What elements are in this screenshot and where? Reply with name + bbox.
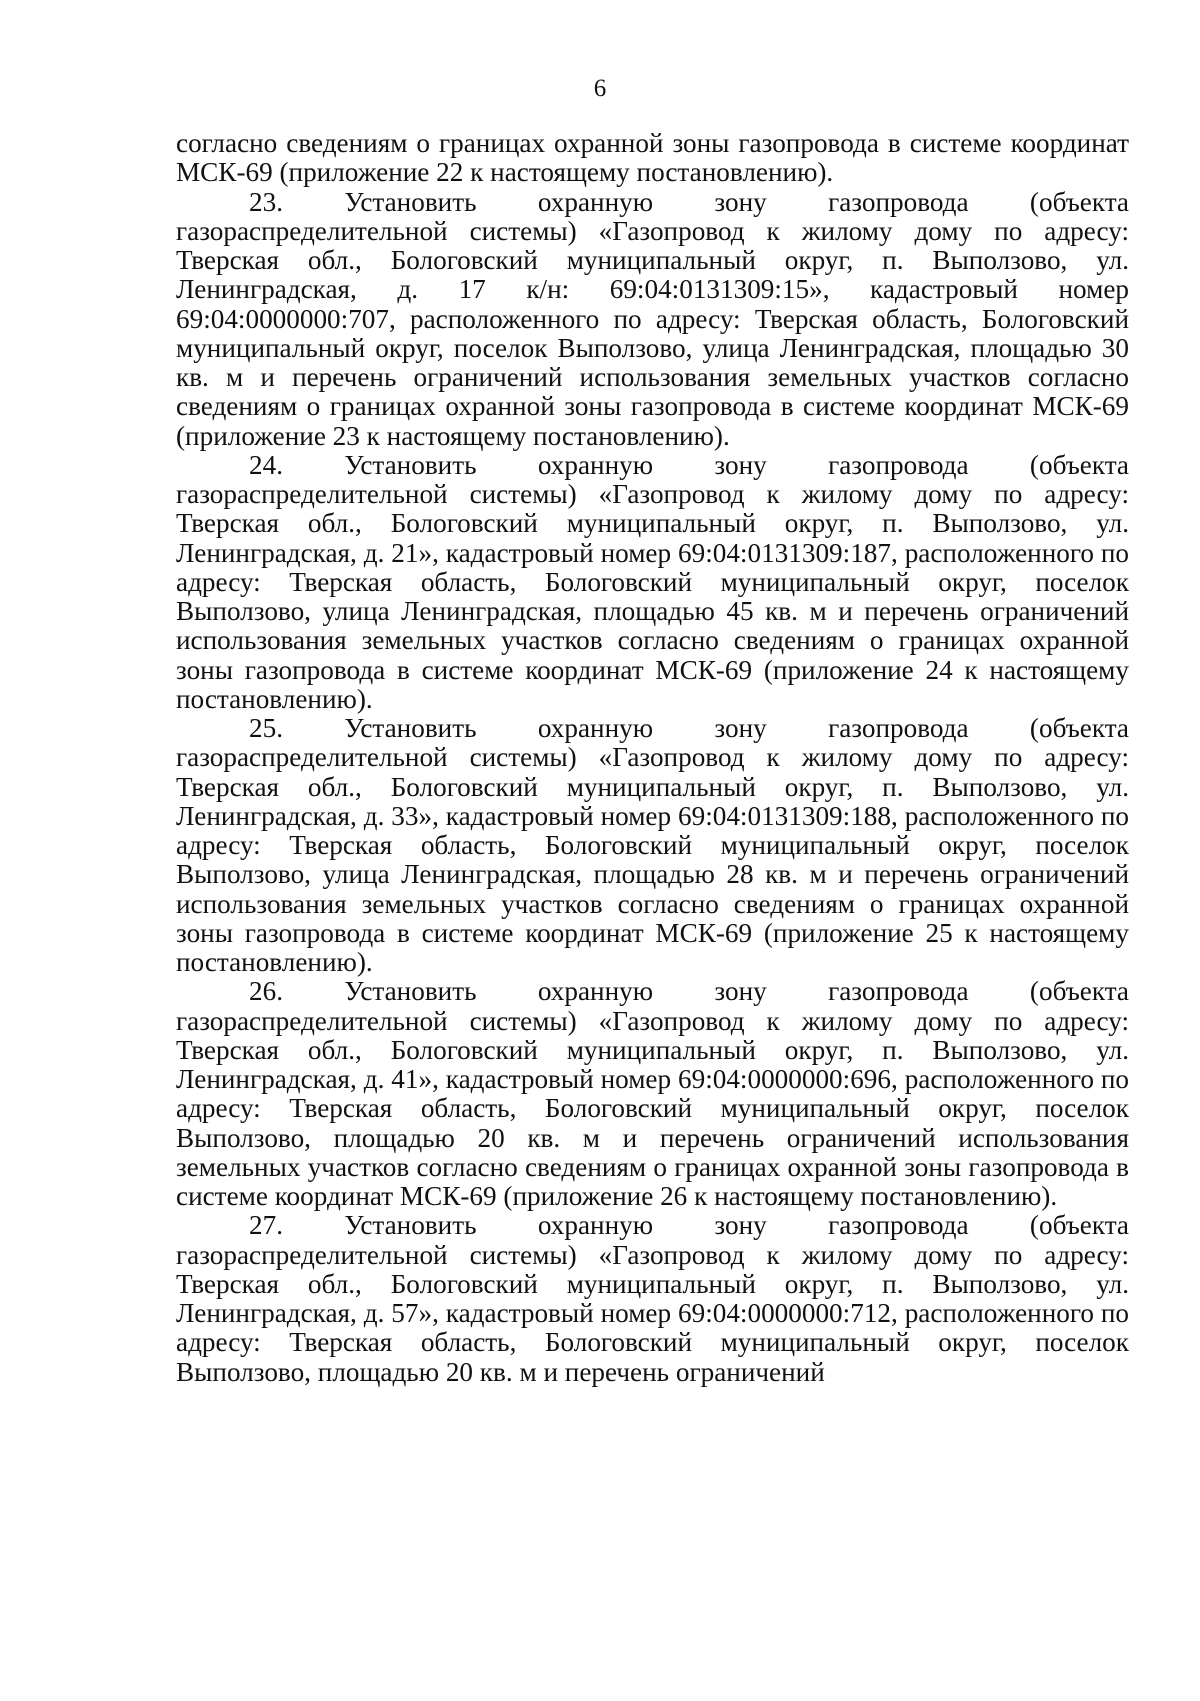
paragraph-continuation: согласно сведениям о границах охранной зоны газопровода в системе координат МСК-69 (приложение 22 к настоящему постановлению).: [176, 128, 1129, 188]
paragraph-item-25: 25. Установить охранную зону газопровода (объекта газораспределительной системы) «Газопровод к жилому дому по адресу: Тверская обл., Бологовский муниципальный округ, п. Выползово, ул. Ленинградская, д. 33», кадастровый номер 69:04:0131309:188, расположенного по адресу: Тверская область, Бологовский муниципальный округ, поселок Выползово, улица Ленинградская, площадью 28 кв. м и перечень ограничений использования земельных участков согласно сведениям о границах охранной зоны газопровода в системе координат МСК-69 (приложение 25 к настоящему постановлению).: [176, 713, 1129, 977]
paragraph-item-26: 26. Установить охранную зону газопровода (объекта газораспределительной системы) «Газопровод к жилому дому по адресу: Тверская обл., Бологовский муниципальный округ, п. Выползово, ул. Ленинградская, д. 41», кадастровый номер 69:04:0000000:696, расположенного по адресу: Тверская область, Бологовский муниципальный округ, поселок Выползово, площадью 20 кв. м и перечень ограничений использования земельных участков согласно сведениям о границах охранной зоны газопровода в системе координат МСК-69 (приложение 26 к настоящему постановлению).: [176, 976, 1129, 1211]
paragraph-item-27: 27. Установить охранную зону газопровода (объекта газораспределительной системы) «Газопровод к жилому дому по адресу: Тверская обл., Бологовский муниципальный округ, п. Выползово, ул. Ленинградская, д. 57», кадастровый номер 69:04:0000000:712, расположенного по адресу: Тверская область, Бологовский муниципальный округ, поселок Выползово, площадью 20 кв. м и перечень ограничений: [176, 1210, 1129, 1387]
document-body: [176, 129, 1129, 1387]
paragraph-item-24: 24. Установить охранную зону газопровода (объекта газораспределительной системы) «Газопровод к жилому дому по адресу: Тверская обл., Бологовский муниципальный округ, п. Выползово, ул. Ленинградская, д. 21», кадастровый номер 69:04:0131309:187, расположенного по адресу: Тверская область, Бологовский муниципальный округ, поселок Выползово, улица Ленинградская, площадью 45 кв. м и перечень ограничений использования земельных участков согласно сведениям о границах охранной зоны газопровода в системе координат МСК-69 (приложение 24 к настоящему постановлению).: [176, 449, 1129, 714]
paragraph-item-23: 23. Установить охранную зону газопровода (объекта газораспределительной системы) «Газопровод к жилому дому по адресу: Тверская обл., Бологовский муниципальный округ, п. Выползово, ул. Ленинградская, д. 17 к/н: 69:04:0131309:15», кадастровый номер 69:04:0000000:707, расположенного по адресу: Тверская область, Бологовский муниципальный округ, поселок Выползово, улица Ленинградская, площадью 30 кв. м и перечень ограничений использования земельных участков согласно сведениям о границах охранной зоны газопровода в системе координат МСК-69 (приложение 23 к настоящему постановлению).: [176, 186, 1129, 451]
page-number: 6: [593, 75, 607, 102]
